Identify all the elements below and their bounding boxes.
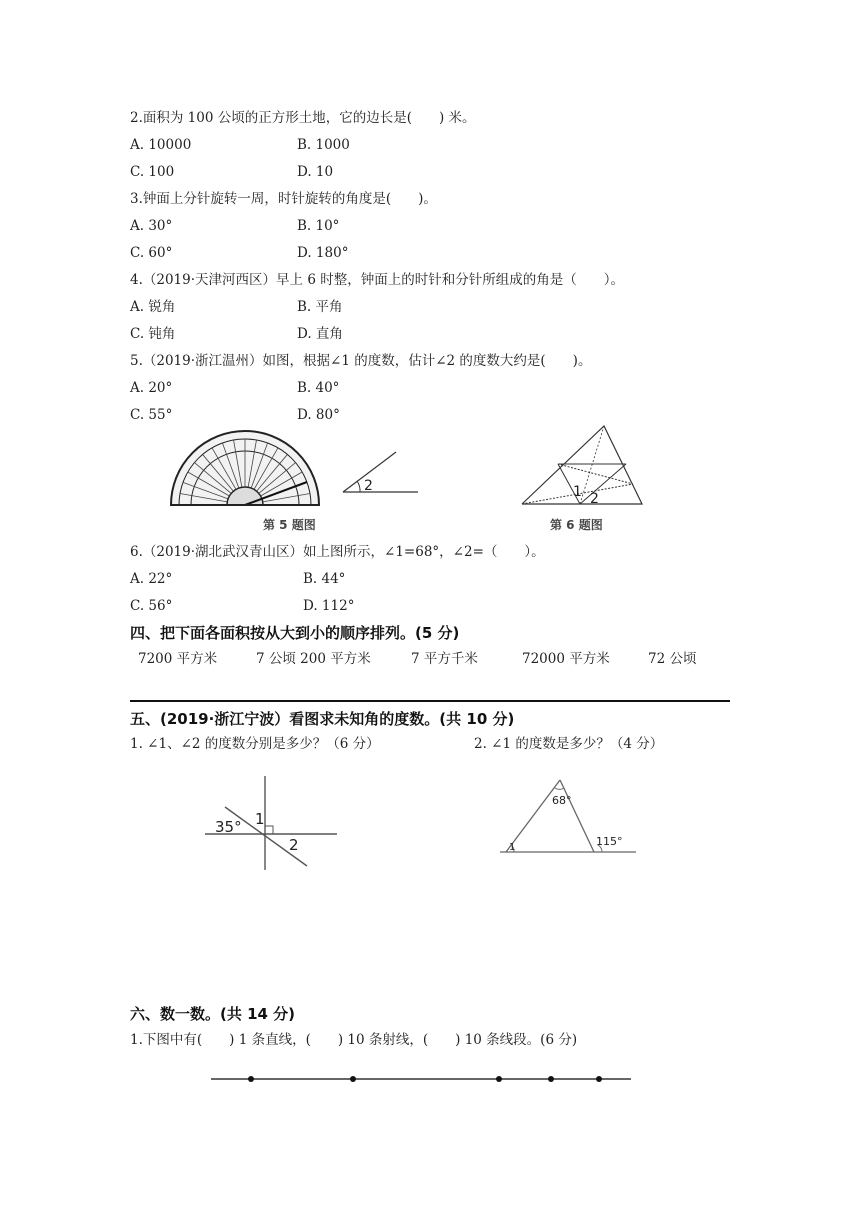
protractor-figure bbox=[165, 422, 325, 512]
triangle-angle-1-label: 1 bbox=[573, 484, 582, 500]
q5-option-b: B. 40° bbox=[297, 380, 340, 396]
q4-option-d: D. 直角 bbox=[297, 326, 343, 342]
section-5-q2: 2. ∠1 的度数是多少？（4 分） bbox=[474, 736, 664, 752]
q2-option-b: B. 1000 bbox=[297, 137, 350, 153]
q4-option-a: A. 锐角 bbox=[130, 299, 176, 315]
area-item-1: 7200 平方米 bbox=[138, 651, 218, 667]
section-5-q1: 1. ∠1、∠2 的度数分别是多少？（6 分） bbox=[130, 736, 380, 752]
points-line-figure bbox=[205, 1072, 645, 1086]
q6-stem: 6.（2019·湖北武汉青山区）如上图所示，∠1=68°，∠2=（ ）。 bbox=[130, 544, 545, 560]
point-5 bbox=[596, 1076, 602, 1082]
triangle-figure bbox=[518, 422, 648, 512]
angle-2-label-fig: 2 bbox=[289, 836, 299, 854]
q6-option-b: B. 44° bbox=[303, 571, 346, 587]
q2-stem: 2.面积为 100 公顷的正方形土地，它的边长是( ) 米。 bbox=[130, 110, 476, 126]
q5-option-d: D. 80° bbox=[297, 407, 340, 423]
fig6-caption: 第 6 题图 bbox=[550, 518, 603, 532]
q2-option-c: C. 100 bbox=[130, 164, 175, 180]
q3-option-c: C. 60° bbox=[130, 245, 173, 261]
tri-angle-1-label: 1 bbox=[509, 842, 516, 853]
point-4 bbox=[548, 1076, 554, 1082]
triangle-angle-2-label: 2 bbox=[590, 491, 599, 507]
q2-option-d: D. 10 bbox=[297, 164, 334, 180]
section-6-title: 六、数一数。(共 14 分) bbox=[130, 1005, 296, 1023]
q2-option-a: A. 10000 bbox=[130, 137, 192, 153]
q3-option-b: B. 10° bbox=[297, 218, 340, 234]
q3-option-a: A. 30° bbox=[130, 218, 173, 234]
q4-option-c: C. 钝角 bbox=[130, 326, 176, 342]
q4-stem: 4.（2019·天津河西区）早上 6 时整，钟面上的时针和分针所组成的角是（ ）。 bbox=[130, 272, 624, 288]
point-2 bbox=[350, 1076, 356, 1082]
point-3 bbox=[496, 1076, 502, 1082]
q5-stem: 5.（2019·浙江温州）如图，根据∠1 的度数，估计∠2 的度数大约是( )。 bbox=[130, 353, 592, 369]
section-6-q1: 1.下图中有( ) 1 条直线，( ) 10 条射线，( ) 10 条线段。(6 分) bbox=[130, 1032, 578, 1048]
q6-option-d: D. 112° bbox=[303, 598, 355, 614]
angle-2-label: 2 bbox=[364, 478, 373, 494]
q4-option-b: B. 平角 bbox=[297, 299, 343, 315]
section-4-title: 四、把下面各面积按从大到小的顺序排列。(5 分) bbox=[130, 624, 460, 642]
area-item-3: 7 平方千米 bbox=[411, 651, 478, 667]
angle-68-label: 68° bbox=[552, 794, 572, 807]
angle-35-label: 35° bbox=[215, 818, 242, 836]
angle-115-label: 115° bbox=[596, 835, 623, 848]
q3-stem: 3.钟面上分针旋转一周，时针旋转的角度是( )。 bbox=[130, 191, 437, 207]
q3-option-d: D. 180° bbox=[297, 245, 349, 261]
area-item-5: 72 公顷 bbox=[648, 651, 697, 667]
triangle-angles-figure bbox=[498, 772, 638, 857]
q6-option-a: A. 22° bbox=[130, 571, 173, 587]
area-item-4: 72000 平方米 bbox=[522, 651, 610, 667]
q6-option-c: C. 56° bbox=[130, 598, 173, 614]
section-divider bbox=[130, 700, 730, 702]
area-item-2: 7 公顷 200 平方米 bbox=[256, 651, 371, 667]
point-1 bbox=[248, 1076, 254, 1082]
q5-option-a: A. 20° bbox=[130, 380, 173, 396]
section-5-title: 五、(2019·浙江宁波）看图求未知角的度数。(共 10 分) bbox=[130, 710, 515, 728]
intersecting-lines-figure bbox=[205, 774, 340, 874]
angle-1-label: 1 bbox=[255, 810, 265, 828]
fig5-caption: 第 5 题图 bbox=[263, 518, 316, 532]
angle-2-figure bbox=[338, 448, 423, 498]
q5-option-c: C. 55° bbox=[130, 407, 173, 423]
